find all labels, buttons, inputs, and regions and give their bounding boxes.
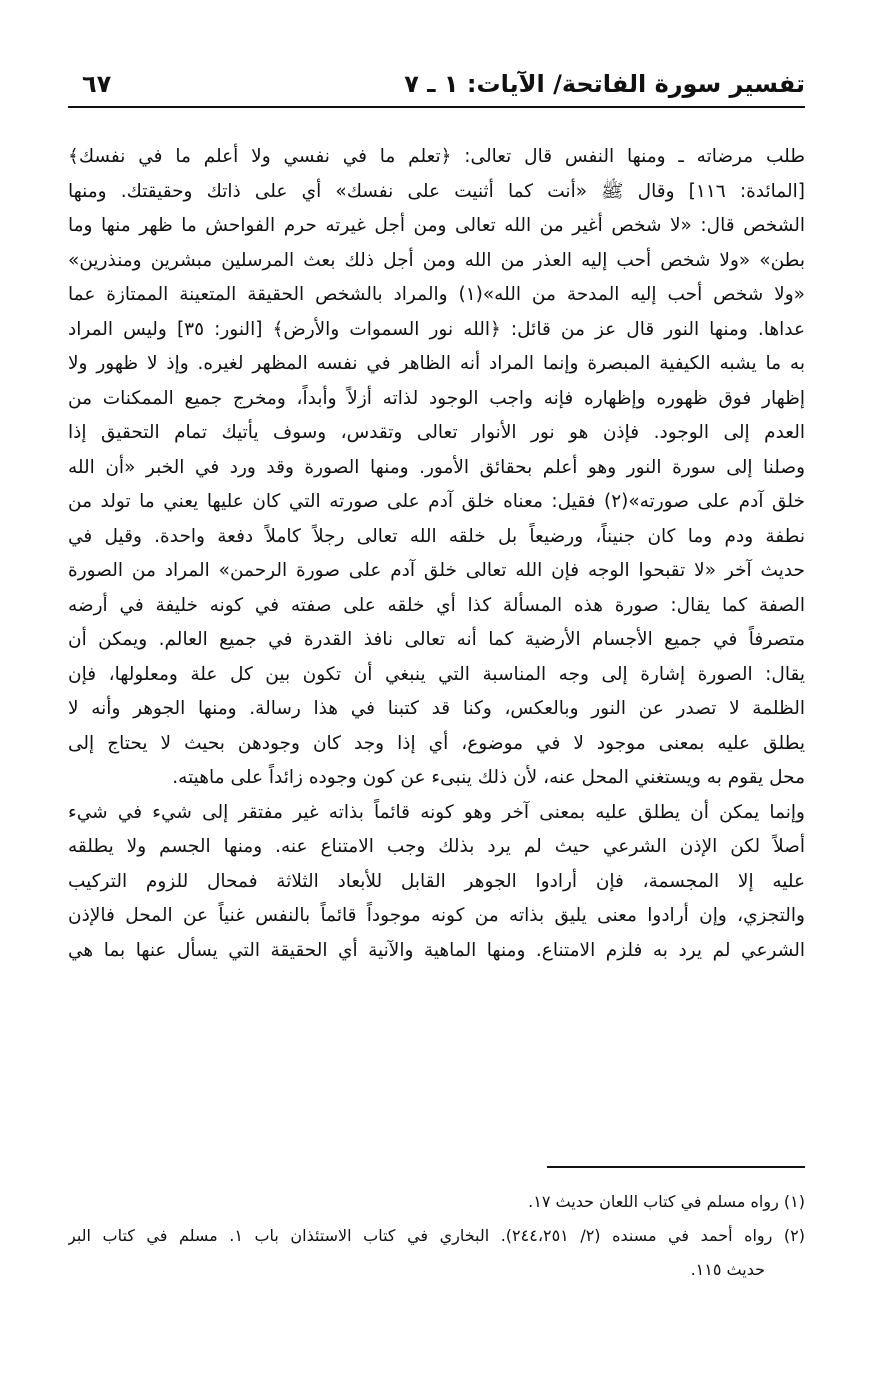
text-line: الشخص قال: «لا شخص أغير من الله تعالى ومن أجل غيرته حرم الفواحش ما ظهر منها وما [68,215,805,236]
text-line: عداها. ومنها النور قال عز من قائل: ﴿الله نور السموات والأرض﴾ [النور: ٣٥] وليس المراد [68,318,805,340]
text-line: العدم إلى الوجود. فإذن هو نور الأنوار تعالى وتقدس، وسوف يأتيك تمام التحقيق إذا [68,422,805,443]
text-line: طلب مرضاته ـ ومنها النفس قال تعالى: ﴿تعلم ما في نفسي ولا أعلم ما في نفسك﴾ [68,146,805,167]
text-line: وصلنا إلى سورة النور وهو أعلم بحقائق الأمور. ومنها الصورة وقد ورد في الخبر «أن الله [68,456,805,478]
text-line: خلق آدم على صورته»(٢) فقيل: معناه خلق آدم على صورته التي كان عليها يعني ما تولد من [68,491,805,512]
main-text [68,140,805,968]
text-line: إظهار فوق ظهوره وإظهاره فإنه واجب الوجود لذاته أزلاً وأبداً، ومخرج جميع الممكنات من [68,387,805,409]
running-title: تفسير سورة الفاتحة/ الآيات: ١ ـ ٧ [404,70,805,98]
footnote-1: (١) رواه مسلم في كتاب اللعان حديث ١٧. [528,1192,805,1211]
footnote-divider [547,1166,805,1168]
text-line: محل يقوم به ويستغني المحل عنه، لأن ذلك ينبىء عن كون وجوده زائداً على ماهيته. [172,767,805,788]
text-line: والتجزي، وإن أرادوا معنى يليق بذاته من كونه موجوداً قائماً بالنفس غنياً عن المحل فالإذن [68,905,805,926]
footnote-2-continuation: حديث ١١٥. [690,1260,765,1279]
text-line: نطفة ودم وما كان جنيناً، ورضيعاً بل خلقه الله تعالى رجلاً كاملاً دفعة واحدة. وقيل في [68,525,805,547]
text-line: وإنما يمكن أن يطلق عليه بمعنى آخر وهو كونه قائماً بذاته غير مفتقر إلى شيء في شيء [68,801,805,823]
footnotes [68,1185,805,1287]
text-line: الشرعي لم يرد به فلزم الامتناع. ومنها الماهية والآنية أي الحقيقة التي يسأل عنها بما هي [68,939,805,961]
text-line: يطلق عليه بمعنى موجود لا في موضوع، أي إذا وجد كان وجودهن بحيث لا يحتاج إلى [68,732,805,754]
text-line: الصفة كما يقال: صورة هذه المسألة كذا أي خلقه على صفته في كونه خليفة في أرضه [68,594,805,616]
text-line: متصرفاً في جميع الأجسام الأرضية كما أنه تعالى نافذ القدرة في جميع العالم. ويمكن أن [68,629,805,650]
text-line: الظلمة لا تصدر عن النور وبالعكس، وكنا قد كتبنا في هذا رسالة. ومنها الجوهر وأنه لا [68,698,805,719]
page-header [68,62,805,108]
text-line: أصلاً لكن الإذن الشرعي حيث لم يرد بذلك وجب الامتناع عنه. ومنها الجسم ولا يطلقه [68,836,805,857]
text-line: حديث آخر «لا تقبحوا الوجه فإن الله تعالى خلق آدم على صورة الرحمن» المراد من الصورة [68,560,805,581]
text-line: يقال: الصورة إشارة إلى وجه المناسبة التي ينبغي أن تكون بين كل علة ومعلولها، فإن [68,663,805,685]
text-line: [المائدة: ١١٦] وقال ﷺ «أنت كما أثنيت على نفسك» أي على ذاتك وحقيقتك. ومنها [68,180,805,202]
text-line: «ولا شخص أحب إليه المدحة من الله»(١) والمراد بالشخص الحقيقة المتعينة الممتازة عما [68,284,805,305]
text-line: به ما يشبه الكيفية المبصرة وإنما المراد أنه الظاهر في نفسه المظهر لغيره. وإذ لا ظهور ولا [68,353,805,374]
text-line: بطن» «ولا شخص أحب إليه العذر من الله ومن أجل ذلك بعث المرسلين مبشرين ومنذرين» [68,249,805,271]
text-line: عليه إلا المجسمة، فإن أرادوا الجوهر القابل للأبعاد الثلاثة فمحال للزوم التركيب [68,870,805,892]
footnote-2: (٢) رواه أحمد في مسنده (٢/ ٢٤٤،٢٥١). البخاري في كتاب الاستئذان باب ١. مسلم في كتاب البر [68,1226,805,1245]
page-number: ٦٧ [82,70,112,98]
